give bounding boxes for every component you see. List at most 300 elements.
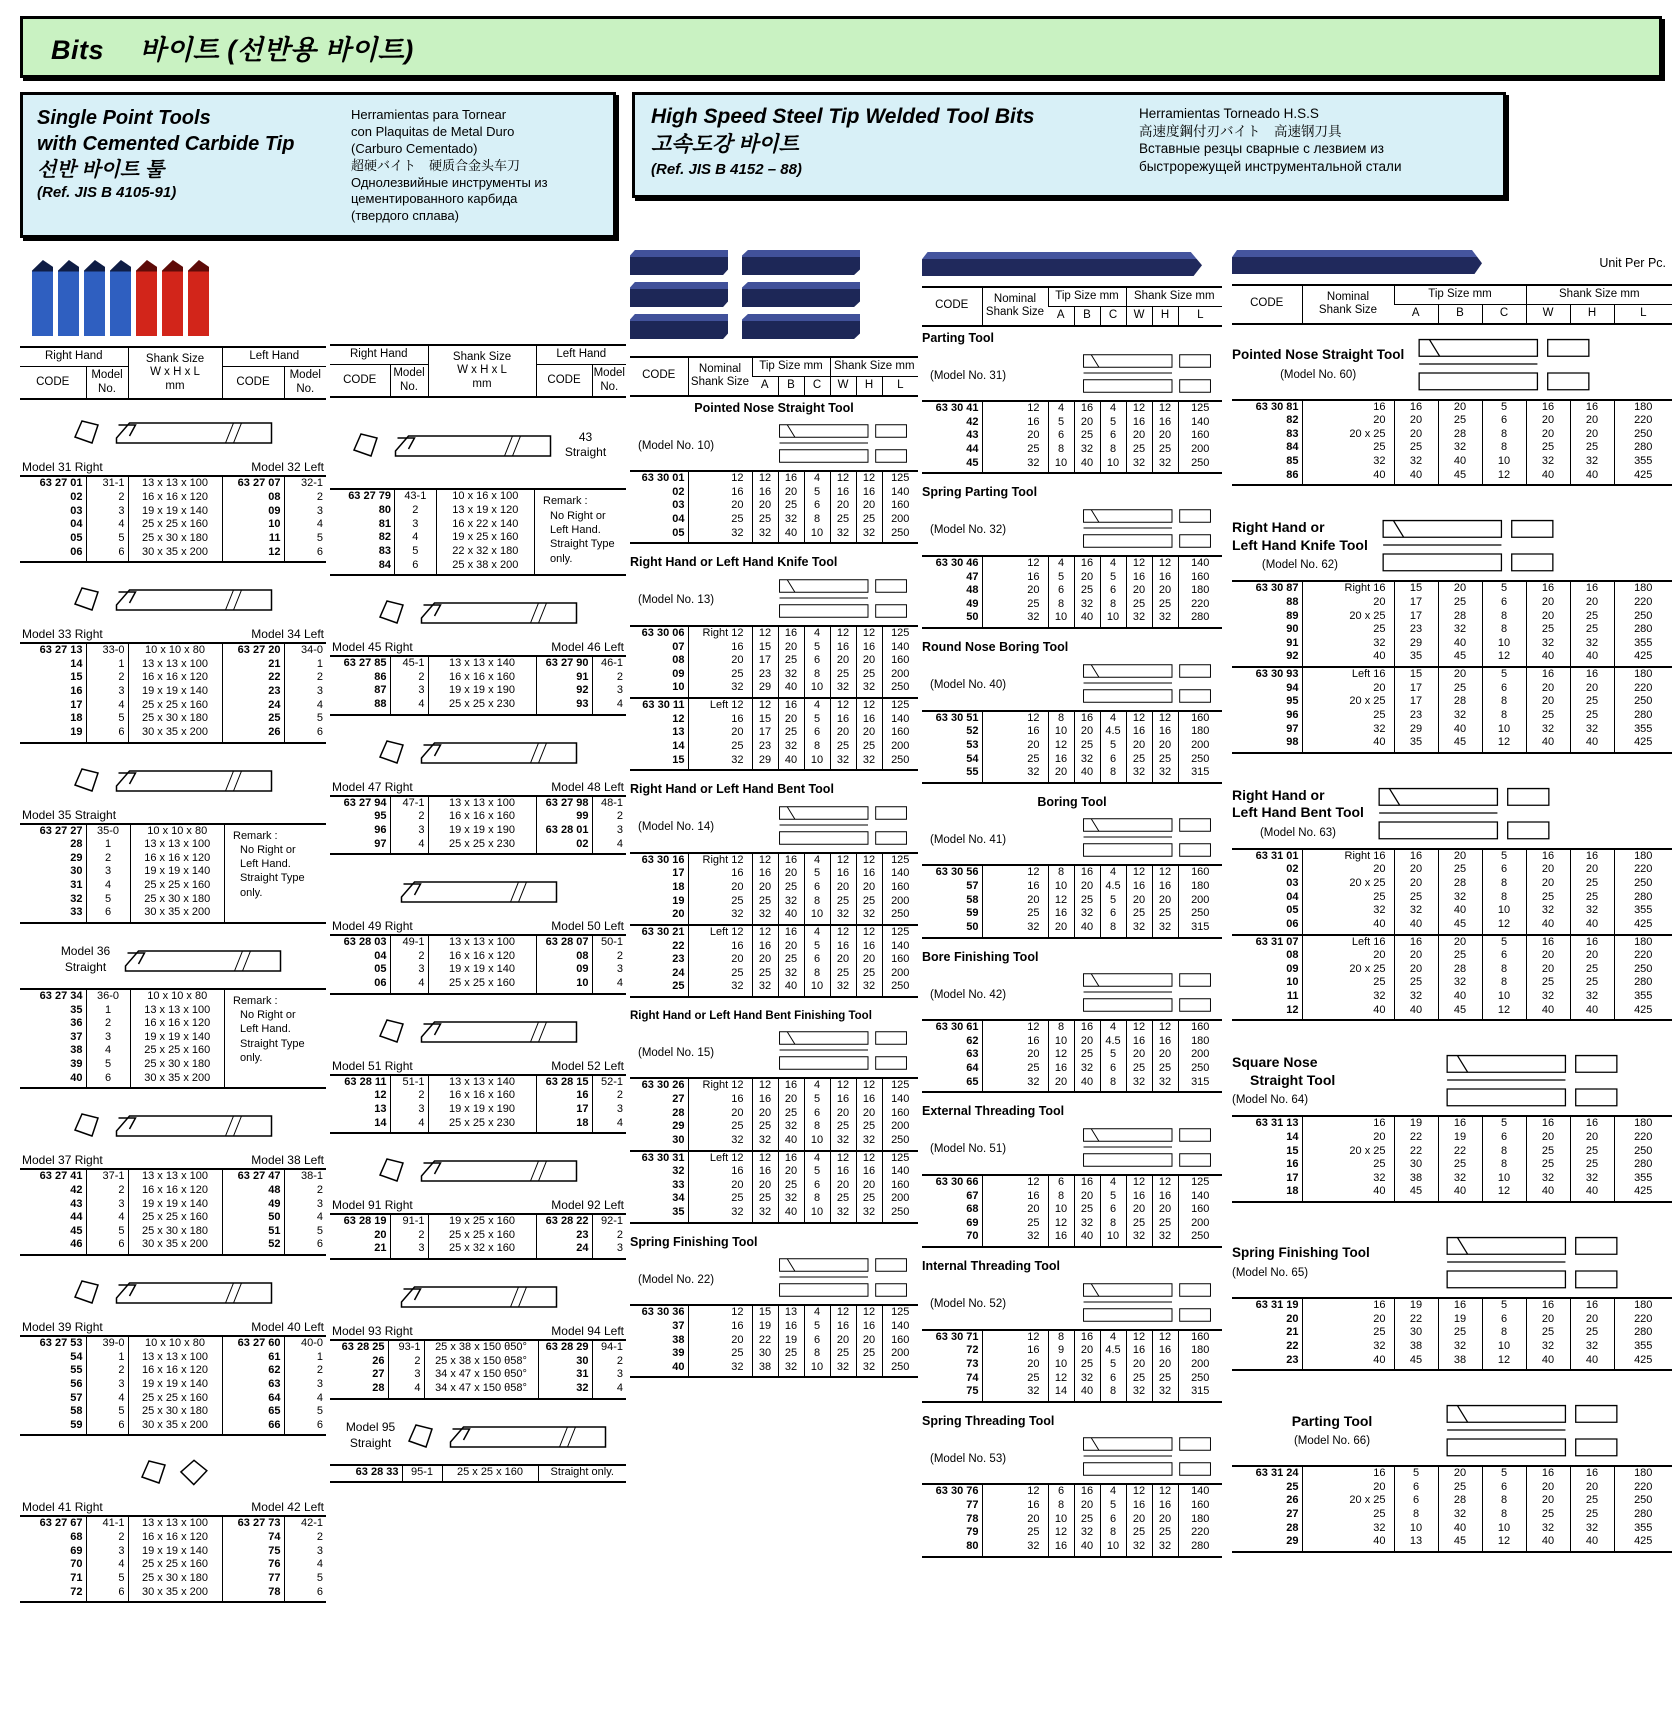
- cell: 22: [1286, 1339, 1299, 1352]
- cell: 10 x 10 x 80: [128, 643, 222, 658]
- model-title-left: Model 32 Left: [251, 460, 324, 475]
- cell: 355: [1614, 1522, 1672, 1536]
- cell: 40: [1074, 766, 1100, 783]
- cell: 25: [982, 443, 1048, 457]
- table-row: [1232, 990, 1672, 1004]
- cell: 5: [804, 1093, 830, 1107]
- cell: 23: [1286, 1353, 1299, 1366]
- cell: 25: [778, 499, 804, 513]
- code-header: CODE: [536, 364, 592, 397]
- cell: 13 x 13 x 140: [428, 1075, 536, 1090]
- table-row: [1232, 667, 1672, 682]
- cell: 4: [86, 518, 128, 532]
- cell: 12: [830, 925, 856, 940]
- cell: 63 30 66: [935, 1175, 979, 1188]
- cell: 20: [856, 1179, 882, 1193]
- cell: 16: [778, 853, 804, 868]
- table-row: [630, 740, 918, 754]
- model-31-32-block: [20, 404, 326, 563]
- cell: 26: [222, 726, 284, 743]
- table-row: [630, 681, 918, 698]
- cell: 20: [856, 654, 882, 668]
- cell: 10: [1048, 611, 1074, 628]
- table-row: [1232, 610, 1672, 624]
- cell: 10 x 10 x 80: [130, 990, 224, 1004]
- cell: 13: [1394, 1535, 1438, 1552]
- cell: 160: [882, 1179, 918, 1193]
- cell: 23: [752, 668, 778, 682]
- cell: 12: [1126, 865, 1152, 880]
- model-title-right: Model 93 Right: [332, 1324, 413, 1339]
- cell: 140: [882, 867, 918, 881]
- tool-table: [1232, 1115, 1672, 1203]
- cell: 20: [1394, 877, 1438, 891]
- tool-drawing: [768, 1025, 918, 1075]
- tool-title: Spring Parting Tool: [922, 485, 1038, 500]
- cell: 10 x 10 x 80: [128, 1336, 222, 1351]
- cell: Right 16: [1302, 849, 1394, 864]
- cell: 125: [882, 698, 918, 713]
- cell: 4: [592, 1382, 626, 1399]
- cell: 20: [830, 953, 856, 967]
- table-row: [20, 825, 224, 839]
- cell: 16: [1152, 1190, 1178, 1204]
- cell: 12: [1286, 1003, 1299, 1016]
- cell: 23: [672, 953, 685, 966]
- cell: 12: [982, 1175, 1048, 1190]
- cell: 13 x 13 x 100: [128, 1516, 222, 1531]
- cell: 75: [966, 1385, 979, 1398]
- catalog-body: [20, 246, 1666, 1611]
- cell: 04: [672, 513, 685, 526]
- cell: 5: [86, 893, 130, 907]
- cell: 20: [1438, 581, 1482, 596]
- cell: 25: [1074, 1203, 1100, 1217]
- cell: 44: [966, 443, 979, 456]
- cell: 16: [752, 486, 778, 500]
- cell: 4: [1048, 401, 1074, 416]
- cell: 16: [1126, 416, 1152, 430]
- cell: 32: [1152, 766, 1178, 783]
- cell: 16: [536, 1089, 592, 1103]
- cell: 43-1: [395, 490, 437, 504]
- cell: 12: [856, 1078, 882, 1093]
- cell: 40: [1394, 1004, 1438, 1021]
- cell: 2: [284, 671, 326, 685]
- cell: 88: [1286, 595, 1299, 608]
- cell: 16: [830, 867, 856, 881]
- cell: 32: [1394, 990, 1438, 1004]
- table-row: [1232, 1466, 1672, 1481]
- cell: 16: [1048, 1230, 1074, 1247]
- cell: 63 30 21: [641, 925, 685, 938]
- model-93-94-table: [330, 1339, 626, 1400]
- round-nose-boring-tool-block: [922, 640, 1222, 784]
- cell: 25: [1074, 894, 1100, 908]
- tool-bit-photo: [742, 250, 860, 275]
- table-row: [1232, 596, 1672, 610]
- cell: 40: [1074, 1230, 1100, 1247]
- table-row: [922, 753, 1222, 767]
- cell: 25: [752, 895, 778, 909]
- cell: 8: [804, 895, 830, 909]
- cell: 3: [86, 865, 130, 879]
- cell: 30: [1394, 1158, 1438, 1172]
- cell: 6: [1482, 863, 1526, 877]
- cell: 25: [1570, 1158, 1614, 1172]
- tool-table: [922, 1019, 1222, 1093]
- cell: 280: [1614, 1326, 1672, 1340]
- cell: 200: [882, 1347, 918, 1361]
- hss-translations: Herramientas Torneado H.S.S 高速度鋼付刃バイト 高速钢刀具 Вставные резцы сварные с лезвием из быстрорежущей инструментальной стали: [1139, 106, 1402, 174]
- table-row: [1232, 1481, 1672, 1495]
- spring-parting-tool-block: [922, 485, 1222, 629]
- cell: 32: [1152, 457, 1178, 474]
- carbide-table-header: [330, 344, 626, 398]
- table-row: [330, 504, 534, 518]
- cell: 40: [1438, 904, 1482, 918]
- cell: 25: [1074, 1513, 1100, 1527]
- cell: 20: [1074, 1344, 1100, 1358]
- cell: 12: [1482, 1354, 1526, 1371]
- cell: 10: [1482, 1340, 1526, 1354]
- cell: 6: [1048, 1175, 1074, 1190]
- cell: 12: [1482, 1535, 1526, 1552]
- cell: 40: [1438, 637, 1482, 651]
- cell: 63 27 47: [222, 1169, 284, 1184]
- table-row: [1232, 1116, 1672, 1131]
- cell: 63 27 98: [536, 796, 592, 811]
- table-row: [922, 1020, 1222, 1035]
- cell: 2: [592, 1229, 626, 1243]
- cell: 6: [1100, 1062, 1126, 1076]
- cell: 40: [1438, 990, 1482, 1004]
- cell: 315: [1178, 766, 1222, 783]
- cell: 12: [1152, 1484, 1178, 1499]
- cell: 6: [1100, 1513, 1126, 1527]
- cell: 12: [1152, 1330, 1178, 1345]
- cell: 4: [284, 1211, 326, 1225]
- cell: 25: [1570, 877, 1614, 891]
- cell: 20: [1126, 584, 1152, 598]
- cell: 20: [1302, 682, 1394, 696]
- model-title-right: Model 41 Right: [22, 1500, 103, 1515]
- cell: 10: [1394, 1522, 1438, 1536]
- cell: 3: [390, 1103, 428, 1117]
- cell: 25: [1570, 1508, 1614, 1522]
- cell: 5: [284, 1225, 326, 1239]
- cell: 23: [1394, 623, 1438, 637]
- cell: 51: [222, 1225, 284, 1239]
- table-row: [20, 643, 326, 658]
- shank-size-header: Shank Size mm: [830, 357, 918, 376]
- cell: 40: [1438, 1522, 1482, 1536]
- model-95-table: [330, 1464, 626, 1484]
- cell: Left 12: [688, 925, 752, 940]
- cell: 53: [966, 738, 979, 751]
- cell: 180: [1178, 584, 1222, 598]
- cell: 4: [388, 1382, 424, 1399]
- cell: 4: [1100, 1330, 1126, 1345]
- cell: 13 x 13 x 100: [128, 1169, 222, 1184]
- cell: 5: [1100, 1358, 1126, 1372]
- cell: 4: [1100, 1020, 1126, 1035]
- cell: 17: [1394, 682, 1438, 696]
- cell: 16: [856, 1165, 882, 1179]
- table-row: [330, 810, 626, 824]
- cell: 29: [752, 754, 778, 771]
- table-row: [330, 656, 626, 671]
- cell: 63 30 16: [641, 853, 685, 866]
- table-row: [630, 713, 918, 727]
- cell: 18: [70, 712, 83, 725]
- cell: 20: [752, 953, 778, 967]
- hss-bits-photo: [630, 250, 918, 346]
- cell: 40: [1438, 1185, 1482, 1202]
- cell: 12: [830, 626, 856, 641]
- tool-title: Square Nose Straight Tool: [1232, 1054, 1336, 1088]
- cell: 20: [1126, 1358, 1152, 1372]
- cell: 25: [1570, 709, 1614, 723]
- cell: 25: [1526, 976, 1570, 990]
- cell: 19: [70, 725, 83, 738]
- cell: 2: [284, 491, 326, 505]
- cell: 31-1: [86, 476, 128, 491]
- cell: 34 x 47 x 150 θ50°: [424, 1368, 538, 1382]
- tool-bit-photo: [742, 314, 860, 339]
- cell: 16 x 16 x 160: [428, 1089, 536, 1103]
- cell: 20: [830, 499, 856, 513]
- cell: 32: [982, 766, 1048, 783]
- table-row: [1232, 976, 1672, 990]
- cell: 2: [390, 1229, 428, 1243]
- cell: 34: [672, 1192, 685, 1205]
- cell: 250: [882, 1206, 918, 1223]
- cell: 4.5: [1100, 1344, 1126, 1358]
- cell: 16: [1074, 711, 1100, 726]
- table-row: [1232, 1354, 1672, 1371]
- table-row: [330, 796, 626, 811]
- cell: 63 30 51: [935, 711, 979, 724]
- cell: 250: [1178, 1230, 1222, 1247]
- table-row: [1232, 1522, 1672, 1536]
- tool-title: Right Hand or Left Hand Knife Tool: [630, 555, 838, 570]
- tool-drawing: [768, 573, 918, 623]
- cell: 200: [882, 1120, 918, 1134]
- hss-bits-photo: [922, 252, 1222, 276]
- model-93-94-block: [330, 1268, 626, 1400]
- cell: 63 30 81: [1255, 400, 1299, 413]
- cell: 12: [830, 1151, 856, 1166]
- cell: 40: [1526, 918, 1570, 935]
- cell: 25: [830, 668, 856, 682]
- cell: 32: [1526, 637, 1570, 651]
- cell: 16: [1152, 416, 1178, 430]
- cell: 5: [804, 713, 830, 727]
- cell: 21: [374, 1242, 387, 1255]
- cell: 70: [966, 1230, 979, 1243]
- cell: 63: [222, 1378, 284, 1392]
- cell: 20: [856, 953, 882, 967]
- cell: 06: [70, 545, 83, 558]
- cell: 42-1: [284, 1516, 326, 1531]
- cell: 07: [672, 640, 685, 653]
- cell: 16: [1074, 1175, 1100, 1190]
- cell: 25 x 30 x 180: [128, 1405, 222, 1419]
- cell: 64: [966, 1062, 979, 1075]
- cell: 40: [1526, 1535, 1570, 1552]
- cell: 16: [778, 471, 804, 486]
- table-row: [630, 486, 918, 500]
- cell: 10: [1100, 1540, 1126, 1557]
- cell: 8: [1048, 1020, 1074, 1035]
- cell: 16: [1570, 400, 1614, 415]
- tool-drawing: [1072, 503, 1222, 553]
- cell: 220: [1614, 949, 1672, 963]
- cell: 8: [1048, 865, 1074, 880]
- cell: 220: [1614, 1481, 1672, 1495]
- cell: 32: [1438, 1340, 1482, 1354]
- cell: 12: [982, 401, 1048, 416]
- tool-bit-photo: [32, 260, 53, 336]
- cell: 25: [778, 1107, 804, 1121]
- cell: 32: [982, 1076, 1048, 1093]
- cell: 05: [70, 531, 83, 544]
- table-row: [330, 935, 626, 950]
- cell: 16: [1302, 400, 1394, 415]
- cell: 18: [1286, 1185, 1299, 1198]
- cell: 25 x 30 x 180: [128, 1225, 222, 1239]
- cell: 2: [388, 1355, 424, 1369]
- cell: 20 x 25: [1302, 963, 1394, 977]
- cell: 4: [804, 853, 830, 868]
- table-row: [1232, 723, 1672, 737]
- cell: 6: [284, 1586, 326, 1603]
- cell: 16: [830, 713, 856, 727]
- cell: 32: [70, 892, 83, 905]
- cell: 63 30 46: [935, 556, 979, 569]
- cell: 20: [688, 726, 752, 740]
- cell: 32: [1526, 455, 1570, 469]
- table-row: [330, 1465, 626, 1483]
- cell: 90: [1286, 623, 1299, 636]
- cell: 12: [982, 556, 1048, 571]
- cell: 20: [1126, 894, 1152, 908]
- cell: 20: [1570, 949, 1614, 963]
- cell: 6: [1100, 1203, 1126, 1217]
- cell: 5: [86, 1405, 128, 1419]
- cell: 62: [222, 1364, 284, 1378]
- cell: 32: [1302, 1522, 1394, 1536]
- cell: 140: [882, 641, 918, 655]
- cell: 425: [1614, 1354, 1672, 1371]
- cell: 17: [672, 867, 685, 880]
- cell: 78: [222, 1586, 284, 1603]
- cell: 63 30 71: [935, 1330, 979, 1343]
- tool-title: Parting Tool: [922, 330, 994, 345]
- cell: 25: [1570, 976, 1614, 990]
- table-row: [630, 1093, 918, 1107]
- cell: 3: [284, 505, 326, 519]
- knife-tool-62-block: [1232, 510, 1672, 754]
- cell: 20 x 25: [1302, 1494, 1394, 1508]
- cell: 250: [882, 980, 918, 997]
- cell: 17: [1286, 1171, 1299, 1184]
- cell: 10: [1100, 611, 1126, 628]
- cell: 95-1: [402, 1465, 442, 1483]
- cell: 80: [378, 504, 392, 517]
- cell: 54: [966, 752, 979, 765]
- cell: 4: [86, 1211, 128, 1225]
- shank-size-header: Shank Size mm: [1126, 287, 1222, 306]
- cell: 125: [1178, 401, 1222, 416]
- tool-title: Parting Tool: [1291, 1412, 1373, 1429]
- cell: 250: [1178, 1372, 1222, 1386]
- cell: 16: [1526, 1466, 1570, 1481]
- table-row: [1232, 877, 1672, 891]
- cell: 24: [672, 966, 685, 979]
- cell: 47-1: [390, 796, 428, 811]
- cell: 22: [1438, 1145, 1482, 1159]
- cell: 96: [374, 823, 387, 836]
- cell: 05: [374, 963, 387, 976]
- cell: 93-1: [388, 1340, 424, 1355]
- cell: 20: [1074, 725, 1100, 739]
- cell: 32: [1126, 457, 1152, 474]
- cell: 4: [592, 1117, 626, 1134]
- model-no-label: (Model No. 53): [930, 1452, 1007, 1465]
- cell: 10: [1048, 1203, 1074, 1217]
- cell: 12: [856, 1305, 882, 1320]
- cell: 99: [536, 810, 592, 824]
- table-row: [20, 1058, 224, 1072]
- model-91-92-block: [330, 1142, 626, 1260]
- cell: 180: [1178, 1344, 1222, 1358]
- cell: 32: [982, 457, 1048, 474]
- cell: 25: [1074, 584, 1100, 598]
- cell: 32: [982, 1385, 1048, 1402]
- cell: 63 31 13: [1255, 1117, 1299, 1130]
- cell: 10: [804, 908, 830, 925]
- table-row: [630, 471, 918, 486]
- cell: 16: [1570, 1466, 1614, 1481]
- cell: 16: [830, 1320, 856, 1334]
- table-row: [20, 1184, 326, 1198]
- cell: 25: [856, 513, 882, 527]
- cell: 25: [1438, 863, 1482, 877]
- table-row: [1232, 682, 1672, 696]
- cell: 8: [804, 967, 830, 981]
- cell: 20: [688, 953, 752, 967]
- cell: 32: [1526, 723, 1570, 737]
- cell: 20: [1152, 584, 1178, 598]
- cell: 2: [390, 950, 428, 964]
- cell: 63 30 01: [641, 472, 685, 485]
- cell: 20: [1526, 1481, 1570, 1495]
- cell: 32: [1126, 1076, 1152, 1093]
- cell: 32: [1126, 1385, 1152, 1402]
- cell: 27: [672, 1093, 685, 1106]
- cell: 63 27 41: [39, 1170, 83, 1183]
- cell: 20: [830, 726, 856, 740]
- cell: 25: [1126, 753, 1152, 767]
- cell: 8: [1048, 598, 1074, 612]
- cell: 32: [982, 921, 1048, 938]
- model-no-label: (Model No. 64): [1232, 1094, 1309, 1107]
- cell: 20: [1152, 1203, 1178, 1217]
- tool-title: Bore Finishing Tool: [922, 949, 1039, 964]
- cell: 32: [830, 1361, 856, 1378]
